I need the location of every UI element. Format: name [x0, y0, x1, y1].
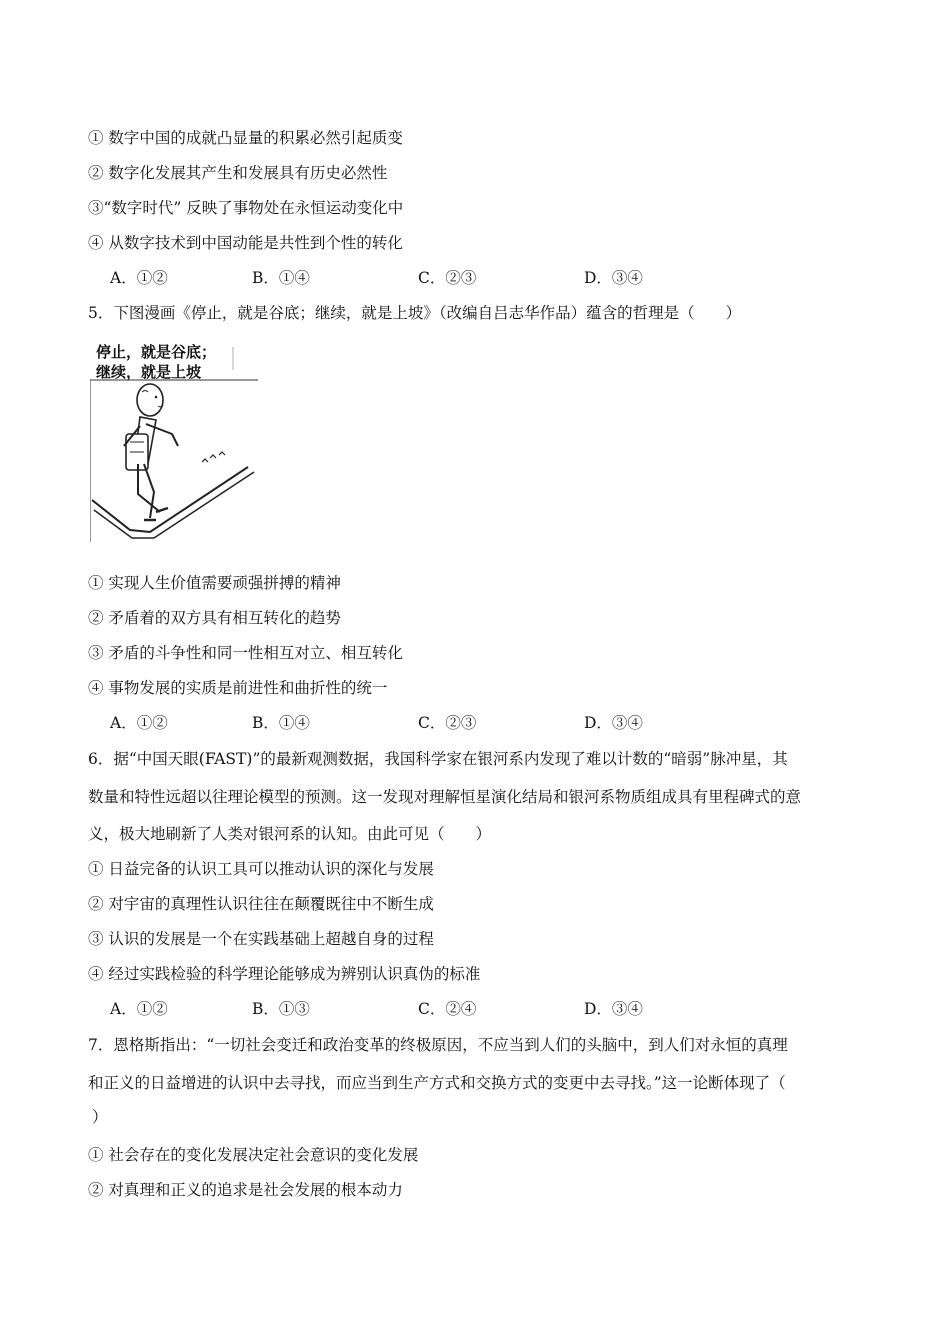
- q7-stem-line-1: 7．恩格斯指出：“一切社会变迁和政治变革的终极原因，不应当到人们的头脑中，到人们对永恒的真理: [88, 1036, 788, 1054]
- q6-stem-line-1: 6．据“中国天眼(FAST)”的最新观测数据，我国科学家在银河系内发现了难以计数的“暗弱”脉冲星，其: [88, 750, 788, 768]
- q7-stem-line-2: 和正义的日益增进的认识中去寻找，而应当到生产方式和交换方式的变更中去寻找。”这一论断体现了（: [88, 1074, 786, 1092]
- q6-item-4: ④ 经过实践检验的科学理论能够成为辨别认识真伪的标准: [88, 965, 481, 983]
- q6-item-1: ① 日益完备的认识工具可以推动认识的深化与发展: [88, 860, 434, 878]
- q7-item-2: ② 对真理和正义的追求是社会发展的根本动力: [88, 1181, 403, 1199]
- q5-item-3: ③ 矛盾的斗争性和同一性相互对立、相互转化: [88, 644, 403, 662]
- q6-stem-line-3: 义，极大地刷新了人类对银河系的认知。由此可见（ ）: [88, 825, 492, 843]
- q6-item-3: ③ 认识的发展是一个在实践基础上超越自身的过程: [88, 930, 434, 948]
- q4-item-4: ④ 从数字技术到中国动能是共性到个性的转化: [88, 234, 403, 252]
- q5-item-1: ① 实现人生价值需要顽强拼搏的精神: [88, 574, 341, 592]
- q5-option-b: B．①④: [252, 714, 310, 732]
- comic-image: [90, 342, 262, 544]
- comic-caption-line-1: 停止，就是谷底；: [96, 343, 217, 361]
- q6-option-a: A．①②: [110, 1000, 168, 1018]
- q6-option-d: D．③④: [584, 1000, 643, 1018]
- q5-option-c: C．②③: [418, 714, 477, 732]
- q6-option-c: C．②④: [418, 1000, 477, 1018]
- comic-drawing: [90, 342, 262, 544]
- q5-option-a: A．①②: [110, 714, 168, 732]
- q7-stem-line-3: ）: [92, 1108, 108, 1126]
- q7-item-1: ① 社会存在的变化发展决定社会意识的变化发展: [88, 1146, 419, 1164]
- q5-option-d: D．③④: [584, 714, 643, 732]
- q5-item-2: ② 矛盾着的双方具有相互转化的趋势: [88, 609, 341, 627]
- q5-item-4: ④ 事物发展的实质是前进性和曲折性的统一: [88, 679, 388, 697]
- q4-item-1: ① 数字中国的成就凸显量的积累必然引起质变: [88, 129, 403, 147]
- q4-option-b: B．①④: [252, 269, 310, 287]
- q4-option-d: D．③④: [584, 269, 643, 287]
- comic-caption-line-2: 继续，就是上坡: [96, 363, 202, 381]
- q4-item-3: ③“数字时代” 反映了事物处在永恒运动变化中: [88, 199, 404, 217]
- q4-option-a: A．①②: [110, 269, 168, 287]
- q5-stem: 5．下图漫画《停止，就是谷底；继续，就是上坡》（改编自吕志华作品）蕴含的哲理是（ ）: [88, 304, 742, 322]
- q6-option-b: B．①③: [252, 1000, 310, 1018]
- q6-item-2: ② 对宇宙的真理性认识往往在颠覆既往中不断生成: [88, 895, 434, 913]
- q4-option-c: C．②③: [418, 269, 477, 287]
- q4-item-2: ② 数字化发展其产生和发展具有历史必然性: [88, 164, 388, 182]
- q6-stem-line-2: 数量和特性远超以往理论模型的预测。这一发现对理解恒星演化结局和银河系物质组成具有里程碑式的意: [88, 788, 802, 806]
